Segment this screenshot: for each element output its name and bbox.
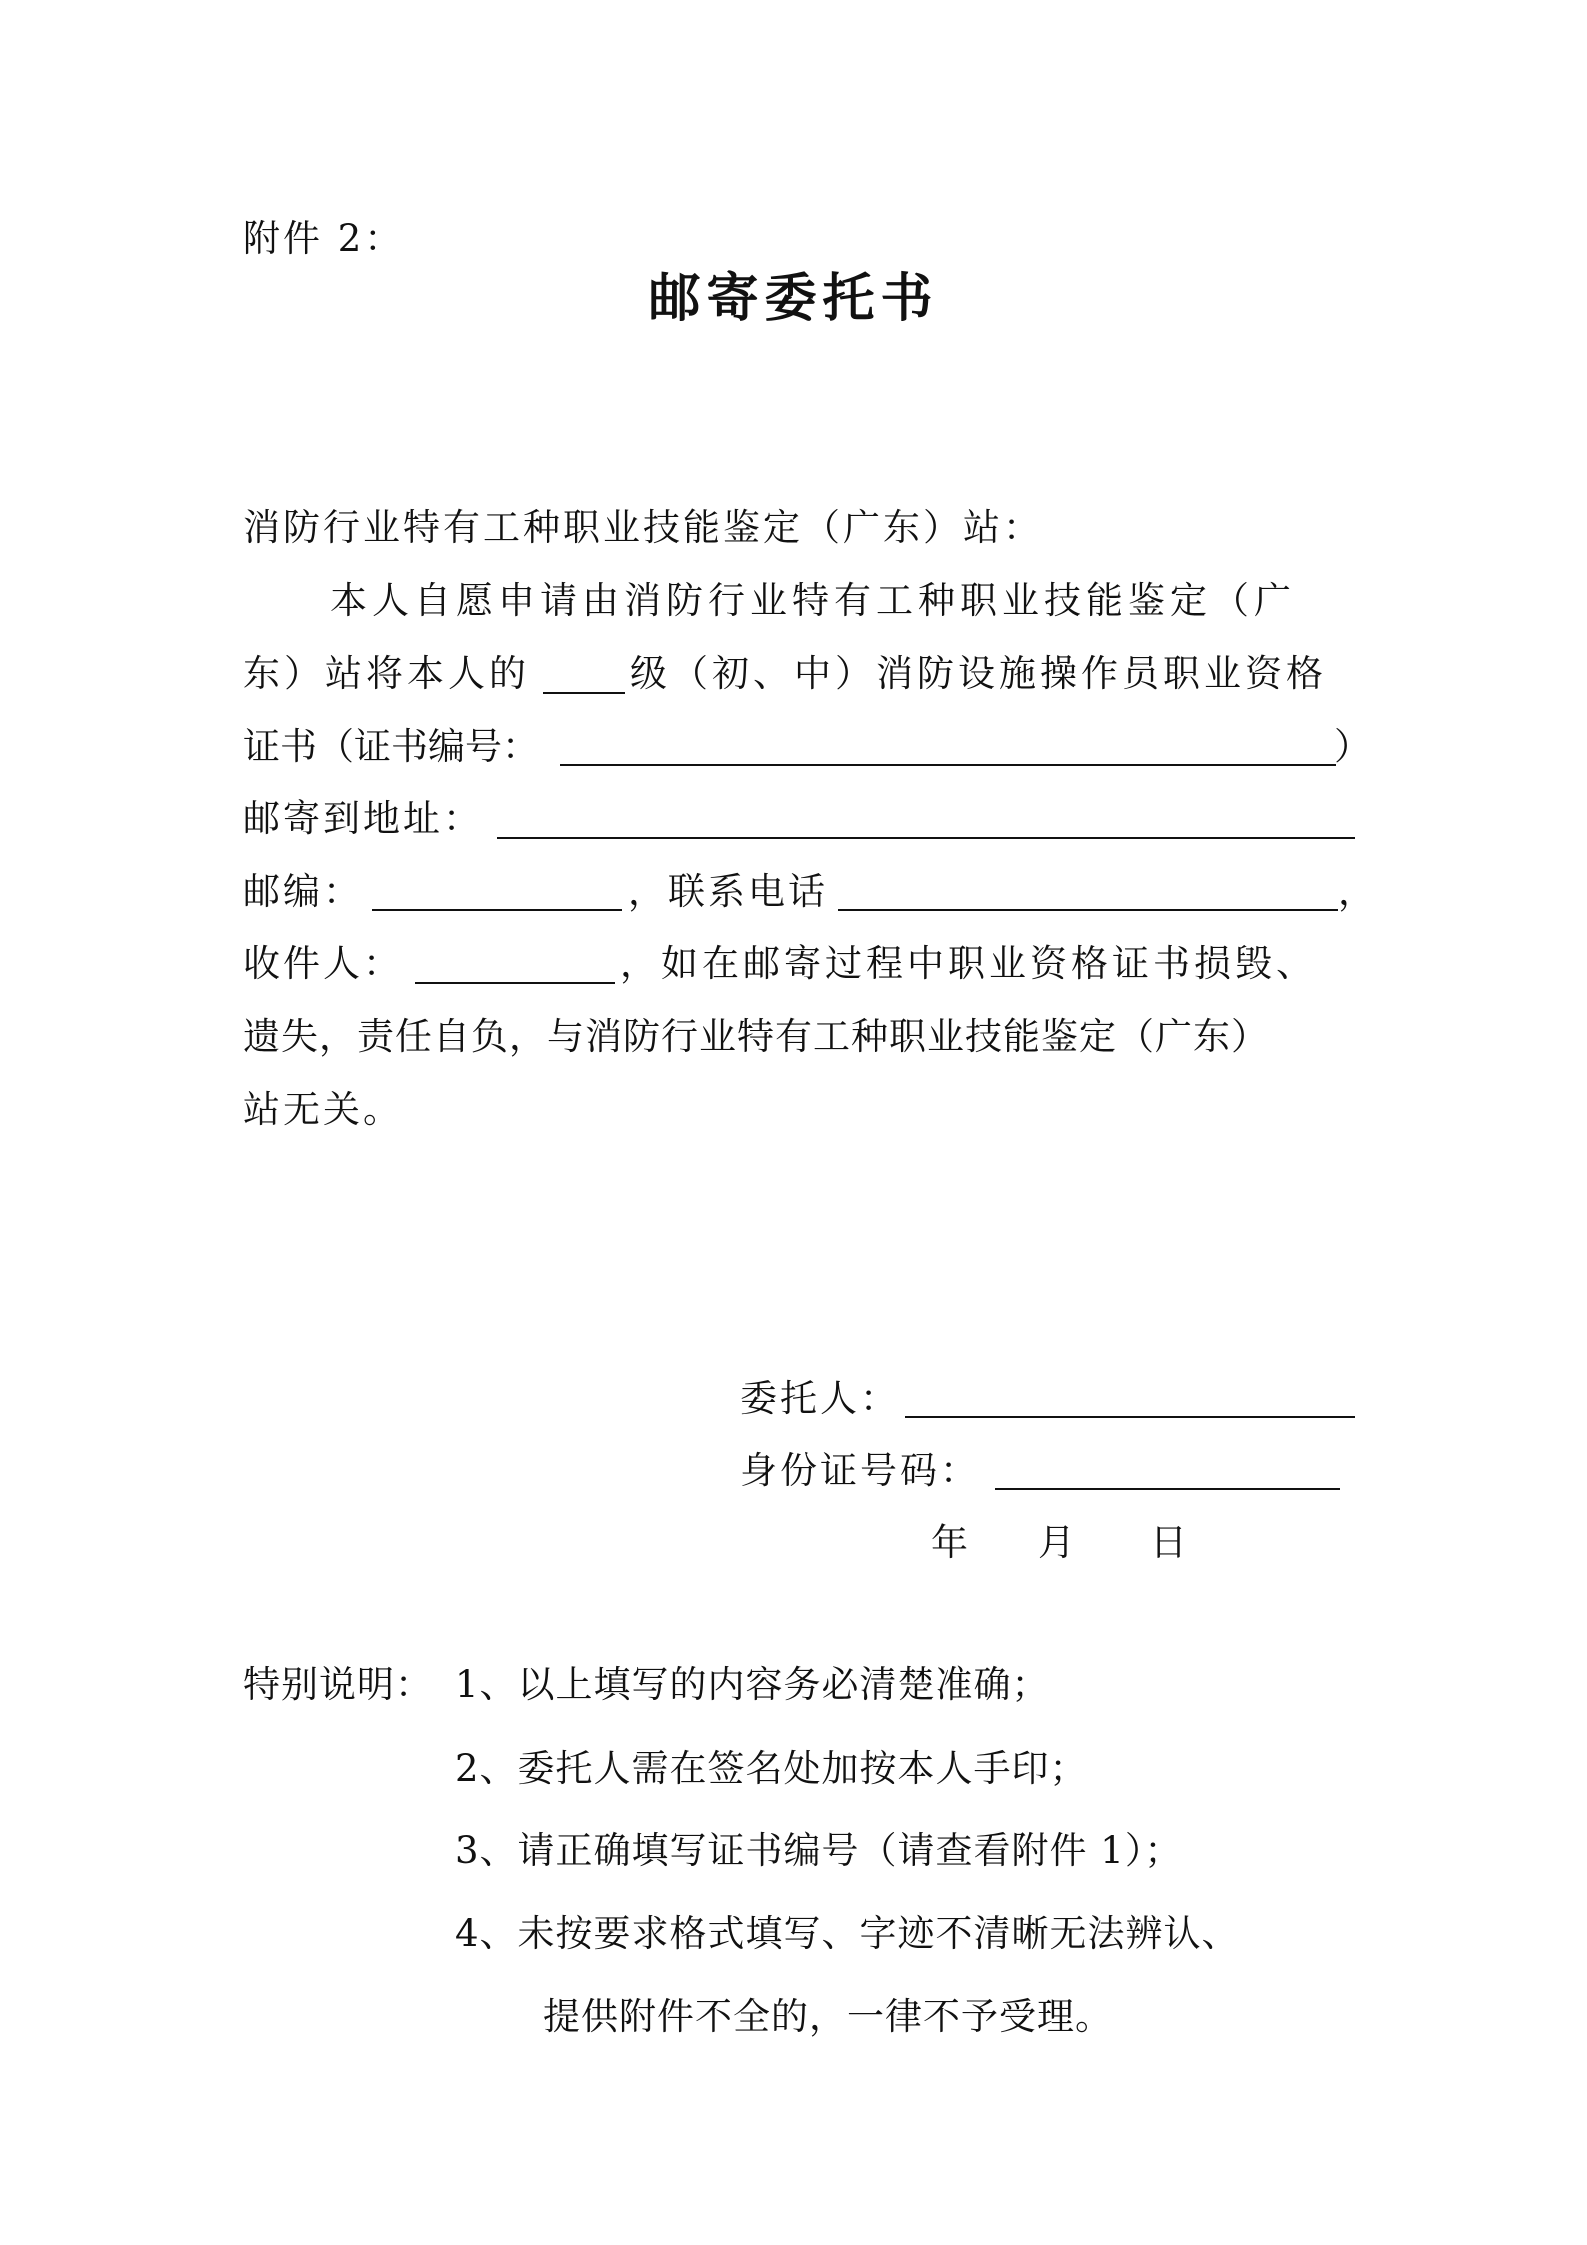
body-line-3b: ） xyxy=(1334,725,1374,768)
postcode-label: 邮编： xyxy=(243,870,363,913)
body-line-2b: 级（初、中）消防设施操作员职业资格 xyxy=(630,652,1327,695)
date-month: 月 xyxy=(1038,1521,1078,1564)
body-line-3a: 证书（证书编号： xyxy=(243,725,539,768)
id-number-label: 身份证号码： xyxy=(740,1449,980,1492)
note-item-3: 3、请正确填写证书编号（请查看附件 1）； xyxy=(455,1829,1183,1872)
phone-comma: ， xyxy=(1338,870,1378,913)
body-line-2a: 东）站将本人的 xyxy=(243,652,530,695)
id-number-blank[interactable] xyxy=(995,1488,1340,1490)
phone-label: ，联系电话 xyxy=(628,870,828,913)
postcode-blank[interactable] xyxy=(372,909,622,911)
note-item-1: 1、以上填写的内容务必清楚准确； xyxy=(455,1663,1050,1706)
certificate-number-blank[interactable] xyxy=(560,764,1336,766)
note-item-4-continued: 提供附件不全的，一律不予受理。 xyxy=(543,1995,1113,2038)
level-blank[interactable] xyxy=(543,692,625,694)
body-line-4: 邮寄到地址： xyxy=(243,797,483,840)
address-blank[interactable] xyxy=(497,837,1355,839)
principal-signature-blank[interactable] xyxy=(905,1416,1355,1418)
body-line-8: 站无关。 xyxy=(243,1088,403,1131)
body-line-1: 本人自愿申请由消防行业特有工种职业技能鉴定（广 xyxy=(330,579,1296,622)
date-day: 日 xyxy=(1150,1521,1190,1564)
phone-blank[interactable] xyxy=(838,909,1338,911)
note-item-4: 4、未按要求格式填写、字迹不清晰无法辨认、 xyxy=(455,1912,1240,1955)
attachment-label: 附件 2： xyxy=(243,217,405,260)
recipient-blank[interactable] xyxy=(415,982,615,984)
body-line-6b: ，如在邮寄过程中职业资格证书损毁、 xyxy=(620,942,1317,985)
body-line-7: 遗失，责任自负，与消防行业特有工种职业技能鉴定（广东） xyxy=(243,1015,1269,1058)
notes-label: 特别说明： xyxy=(243,1663,433,1706)
principal-label: 委托人： xyxy=(740,1377,900,1420)
recipient-label: 收件人： xyxy=(243,942,403,985)
addressee: 消防行业特有工种职业技能鉴定（广东）站： xyxy=(243,506,1043,549)
date-year: 年 xyxy=(931,1521,971,1564)
page-title: 邮寄委托书 xyxy=(648,268,939,329)
note-item-2: 2、委托人需在签名处加按本人手印； xyxy=(455,1747,1088,1790)
